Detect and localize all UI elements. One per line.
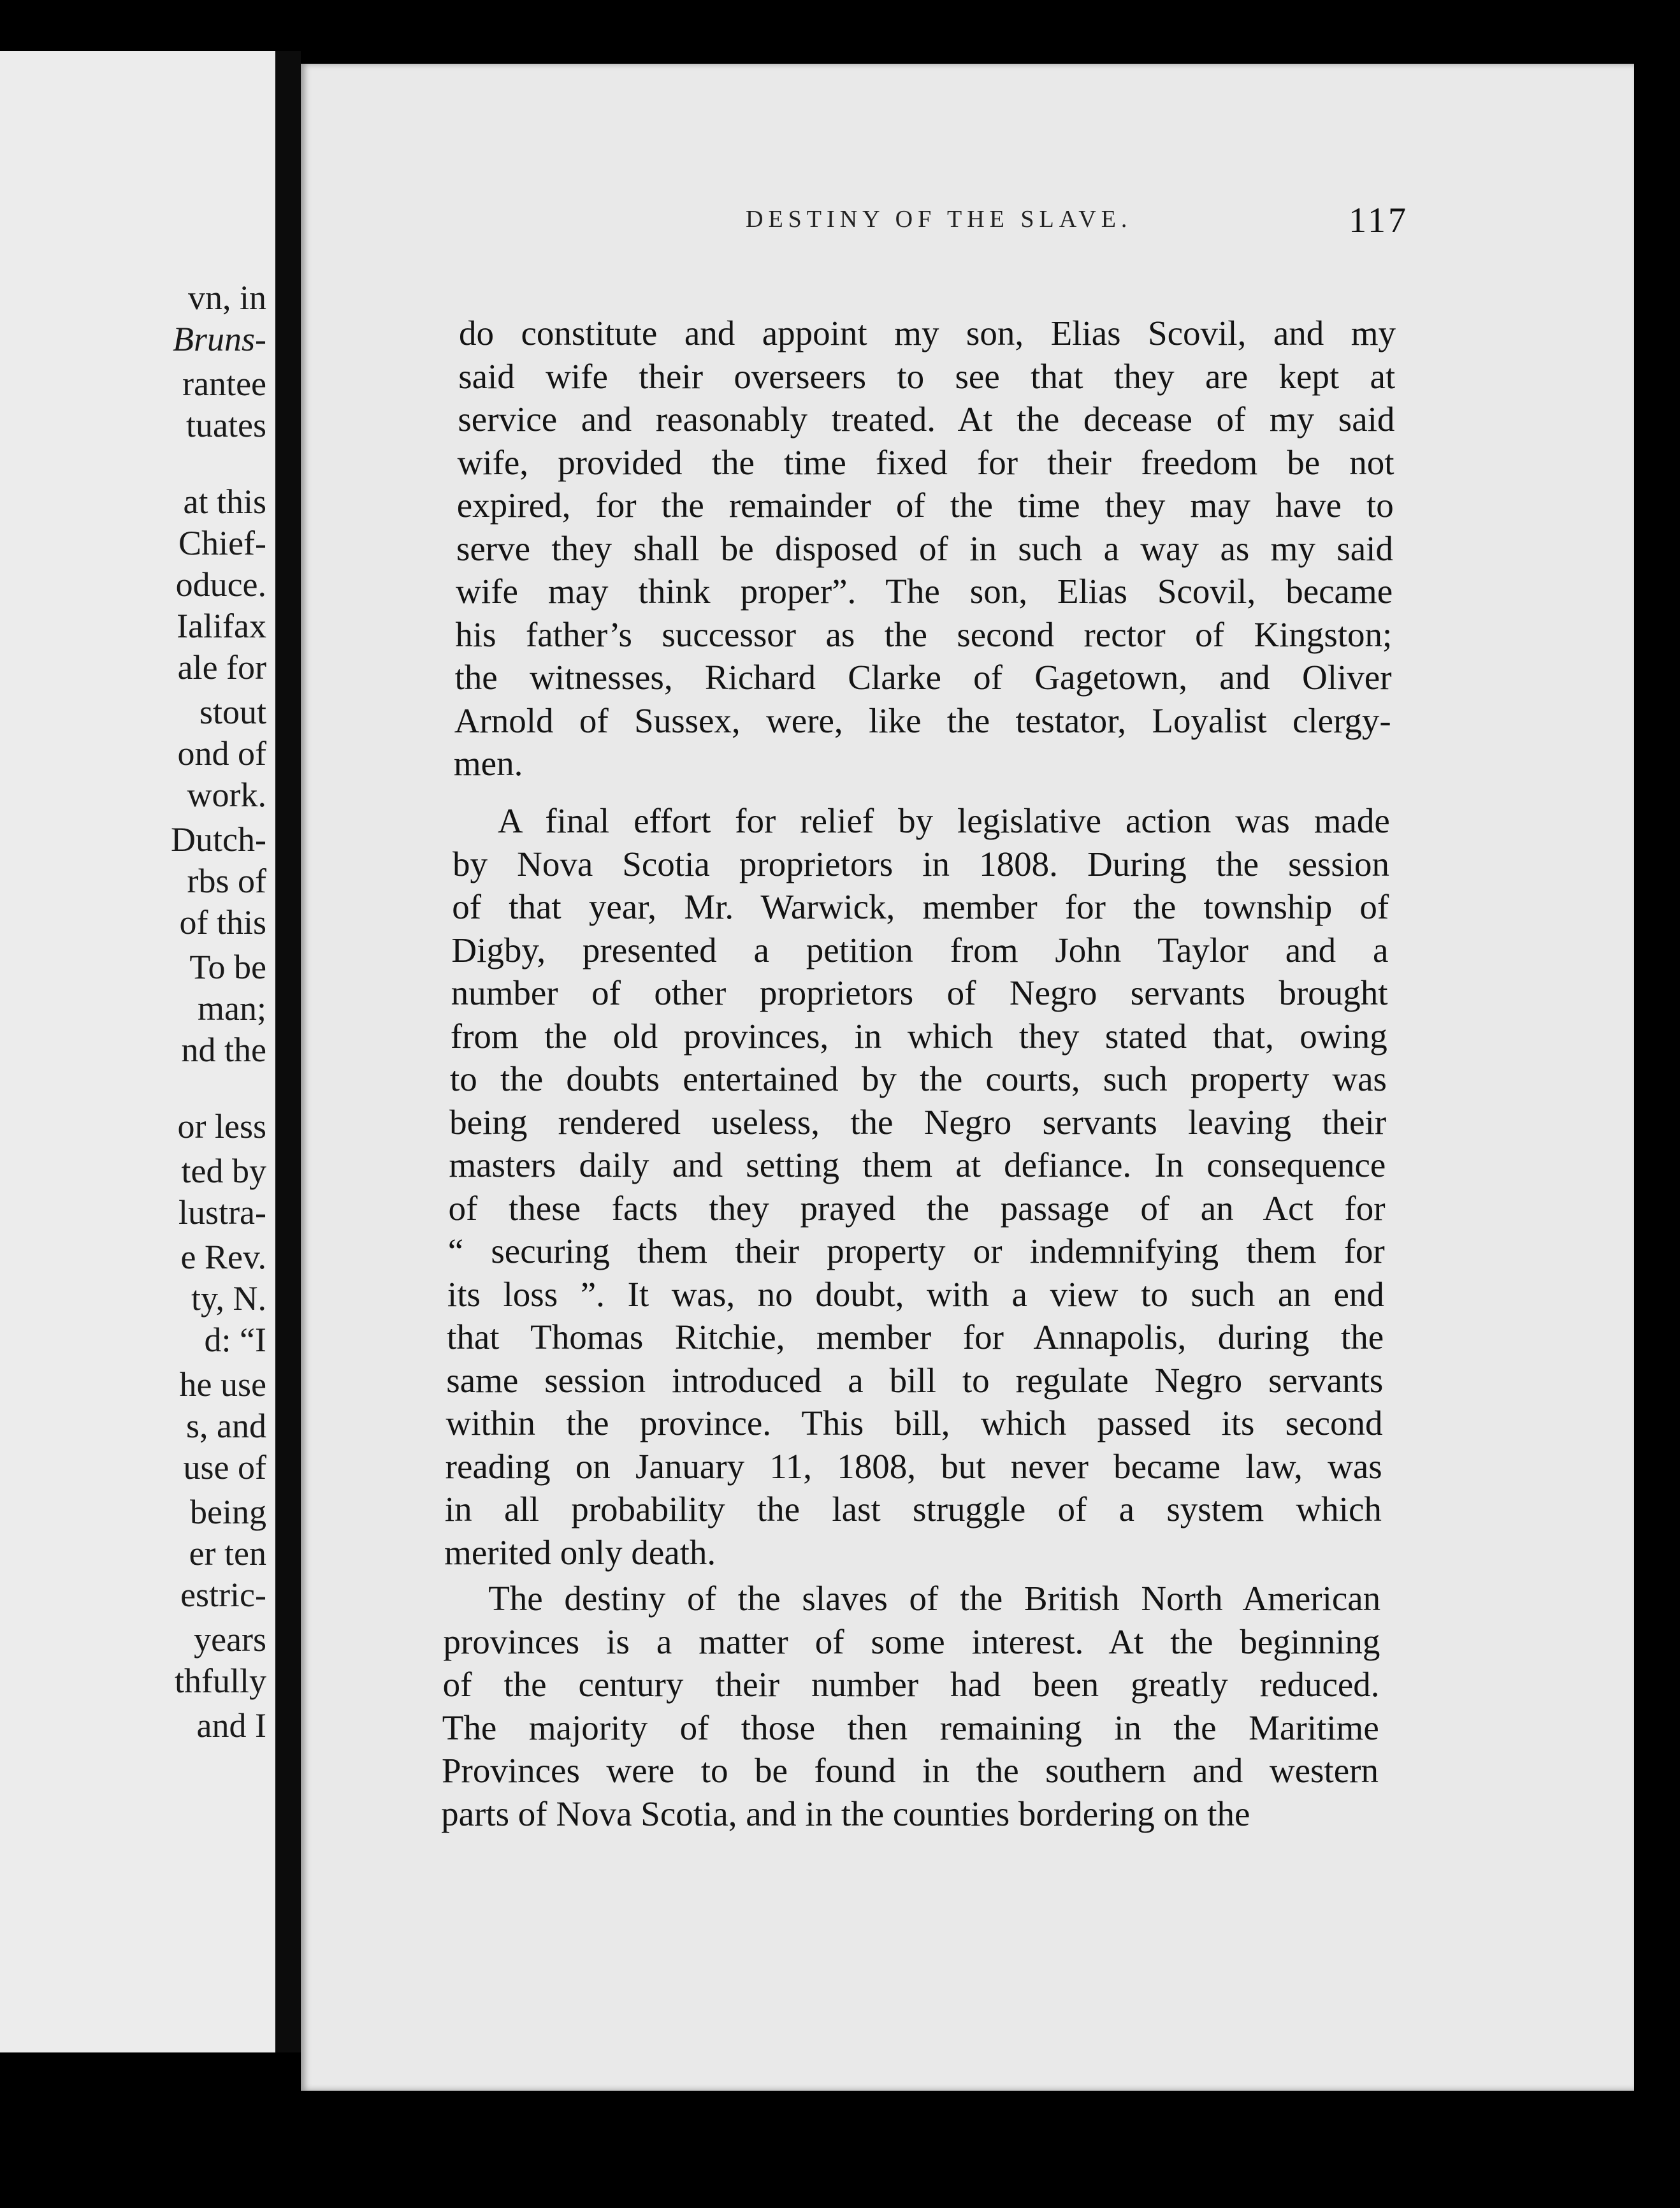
text-line: Digby, presented a petition from John Taylor and a bbox=[451, 930, 1389, 970]
text-line: expired, for the remainder of the time they may have to bbox=[456, 486, 1394, 525]
facing-page-fragment: being bbox=[190, 1493, 266, 1531]
facing-page-fragment: he use bbox=[179, 1365, 266, 1404]
facing-page-fragment: ond of bbox=[177, 734, 266, 773]
text-line: his father’s successor as the second rector of Kingston; bbox=[455, 614, 1393, 654]
facing-page-fragment: tuates bbox=[186, 406, 266, 444]
facing-page-fragment: or less bbox=[177, 1107, 266, 1145]
facing-page-fragment: vn, in bbox=[187, 279, 266, 317]
facing-page-edge bbox=[0, 51, 275, 2052]
text-line: parts of Nova Scotia, and in the counties bordering on the bbox=[441, 1794, 1250, 1833]
text-line: merited only death. bbox=[444, 1532, 716, 1572]
text-line: same session introduced a bill to regulate Negro servants bbox=[446, 1360, 1384, 1400]
text-line: of these facts they prayed the passage of an Act for bbox=[448, 1188, 1386, 1228]
facing-page-fragment: To be bbox=[189, 948, 266, 986]
text-line: within the province. This bill, which passed its second bbox=[445, 1404, 1383, 1442]
facing-page-fragment: rantee bbox=[182, 365, 266, 403]
text-line: the witnesses, Richard Clarke of Gagetown, and Oliver bbox=[454, 658, 1392, 697]
text-line: of the century their number had been greatly reduced. bbox=[442, 1665, 1380, 1704]
text-line: that Thomas Ritchie, member for Annapolis, during the bbox=[447, 1318, 1384, 1356]
facing-page-fragment: rbs of bbox=[187, 862, 266, 900]
text-line: men. bbox=[453, 744, 523, 783]
facing-page-fragment: at this bbox=[183, 483, 266, 521]
text-line: said wife their overseers to see that they are kept at bbox=[458, 356, 1396, 396]
text-line: in all probability the last struggle of a system which bbox=[444, 1490, 1382, 1529]
text-line: The destiny of the slaves of the British North American bbox=[488, 1579, 1381, 1618]
gutter-shadow bbox=[275, 51, 301, 2052]
text-line: The majority of those then remaining in the Maritime bbox=[442, 1708, 1379, 1747]
facing-page-fragment: estric- bbox=[180, 1576, 266, 1614]
text-line: do constitute and appoint my son, Elias Scovil, and my bbox=[459, 314, 1396, 352]
facing-page-fragment: work. bbox=[187, 776, 266, 814]
text-line: to the doubts entertained by the courts, such property was bbox=[449, 1059, 1387, 1098]
facing-page-fragment: ted by bbox=[181, 1152, 266, 1190]
facing-page-fragment: nd the bbox=[181, 1031, 266, 1069]
page-number: 117 bbox=[1349, 201, 1408, 240]
text-line: service and reasonably treated. At the decease of my said bbox=[458, 400, 1395, 439]
facing-page-fragment: man; bbox=[198, 989, 266, 1028]
facing-page-fragment: Dutch- bbox=[171, 820, 266, 859]
text-line: from the old provinces, in which they stated that, owing bbox=[450, 1016, 1387, 1056]
facing-page-fragment: oduce. bbox=[175, 565, 266, 604]
text-line: number of other proprietors of Negro servants brought bbox=[451, 973, 1388, 1012]
text-line: being rendered useless, the Negro servants leaving their bbox=[449, 1102, 1387, 1142]
facing-page-fragment: er ten bbox=[189, 1534, 266, 1572]
running-title: DESTINY OF THE SLAVE. bbox=[746, 206, 1133, 233]
facing-page-fragment: Bruns- bbox=[173, 320, 266, 358]
text-line: masters daily and setting them at defiance. In consequence bbox=[449, 1145, 1386, 1184]
text-line: Provinces were to be found in the southern and western bbox=[441, 1751, 1379, 1790]
text-line: provinces is a matter of some interest. At the beginning bbox=[443, 1622, 1380, 1661]
text-line: its loss ”. It was, no doubt, with a view to such an end bbox=[447, 1274, 1384, 1314]
text-line: of that year, Mr. Warwick, member for the township of bbox=[452, 887, 1389, 926]
running-head bbox=[446, 199, 1428, 250]
facing-page-fragment: Chief- bbox=[178, 524, 266, 562]
facing-page-fragment: s, and bbox=[186, 1407, 266, 1445]
facing-page-fragment: e Rev. bbox=[180, 1238, 266, 1276]
text-line: Arnold of Sussex, were, like the testator, Loyalist clergy- bbox=[454, 701, 1391, 740]
text-line: A final effort for relief by legislative action was made bbox=[497, 801, 1390, 840]
text-line: “ securing them their property or indemnifying them for bbox=[447, 1231, 1385, 1270]
facing-page-fragment: and I bbox=[196, 1706, 266, 1745]
facing-page-fragment: of this bbox=[179, 903, 266, 941]
facing-page-fragment: Ialifax bbox=[177, 607, 266, 645]
text-line: wife, provided the time fixed for their freedom be not bbox=[457, 442, 1394, 482]
facing-page-fragment: use of bbox=[183, 1448, 266, 1486]
text-line: reading on January 11, 1808, but never became law, was bbox=[445, 1446, 1382, 1486]
text-line: by Nova Scotia proprietors in 1808. During the session bbox=[453, 844, 1390, 883]
facing-page-fragment: ty, N. bbox=[191, 1279, 266, 1318]
facing-page-fragment: ale for bbox=[177, 648, 266, 686]
facing-page-fragment: d: “I bbox=[204, 1321, 266, 1359]
facing-page-fragment: stout bbox=[199, 693, 266, 731]
text-line: serve they shall be disposed of in such a way as my said bbox=[456, 528, 1393, 568]
text-line: wife may think proper”. The son, Elias Scovil, became bbox=[456, 572, 1393, 611]
facing-page-fragment: years bbox=[194, 1620, 266, 1659]
facing-page-fragment: thfully bbox=[175, 1662, 266, 1700]
facing-page-fragment: lustra- bbox=[178, 1193, 266, 1231]
